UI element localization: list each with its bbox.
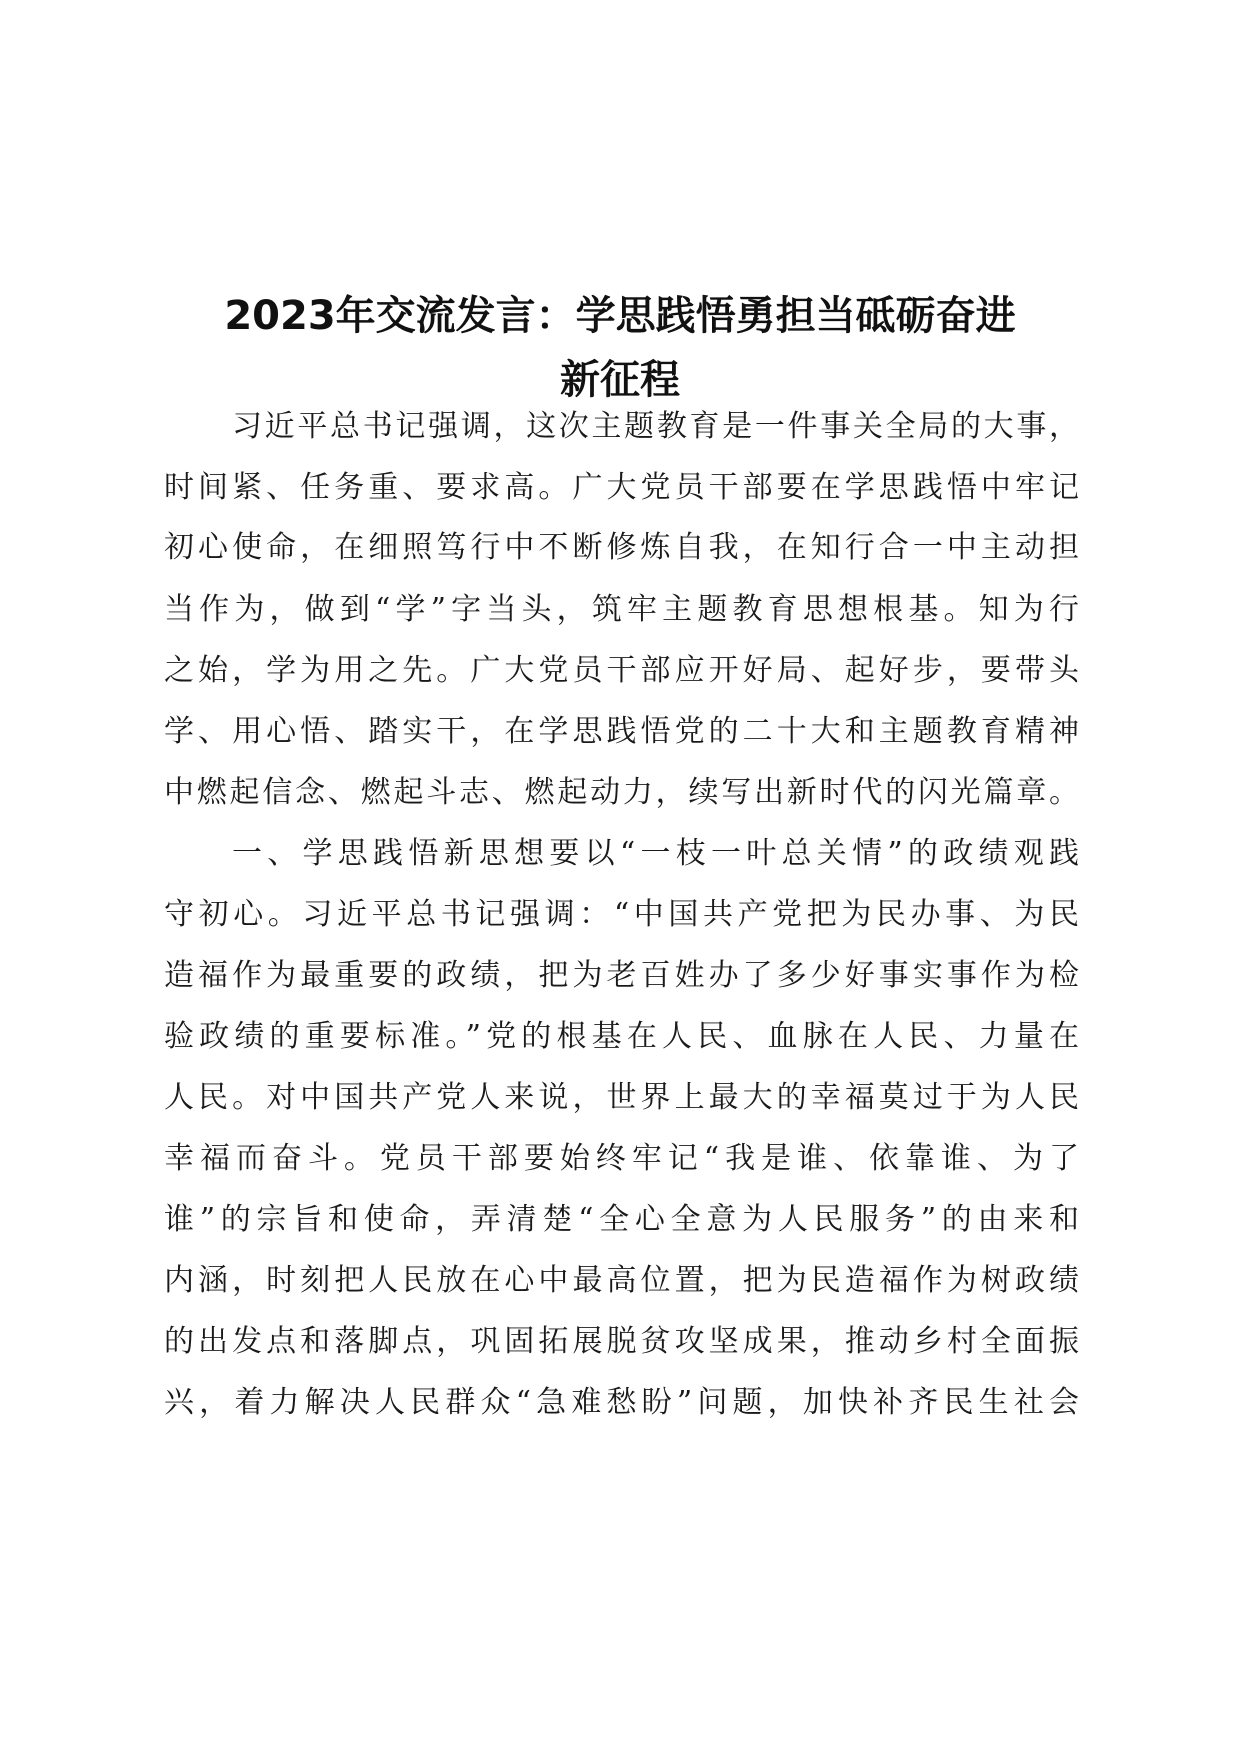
document-title-line-2: 新征程 — [560, 357, 680, 403]
paragraph-line: 当作为，做到“学”字当头，筑牢主题教育思想根基。知为行 — [164, 592, 1079, 627]
paragraph-line: 习近平总书记强调，这次主题教育是一件事关全局的大事， — [232, 409, 1079, 444]
paragraph-line: 人民。对中国共产党人来说，世界上最大的幸福莫过于为人民 — [164, 1080, 1079, 1115]
paragraph-line: 幸福而奋斗。党员干部要始终牢记“我是谁、依靠谁、为了 — [164, 1141, 1079, 1176]
paragraph-line: 初心使命，在细照笃行中不断修炼自我，在知行合一中主动担 — [164, 530, 1079, 565]
paragraph-line: 守初心。习近平总书记强调：“中国共产党把为民办事、为民 — [164, 897, 1079, 932]
paragraph-line: 造福作为最重要的政绩，把为老百姓办了多少好事实事作为检 — [164, 958, 1079, 993]
paragraph-line: 一、学思践悟新思想要以“一枝一叶总关情”的政绩观践 — [232, 836, 1079, 871]
paragraph-line: 内涵，时刻把人民放在心中最高位置，把为民造福作为树政绩 — [164, 1263, 1079, 1298]
document-title-line-1: 2023年交流发言：学思践悟勇担当砥砺奋进 — [224, 293, 1016, 339]
paragraph-line: 兴，着力解决人民群众“急难愁盼”问题，加快补齐民生社会 — [164, 1385, 1079, 1420]
paragraph-line: 中燃起信念、燃起斗志、燃起动力，续写出新时代的闪光篇章。 — [164, 775, 1079, 810]
paragraph-line: 验政绩的重要标准。”党的根基在人民、血脉在人民、力量在 — [164, 1019, 1079, 1054]
paragraph-line: 时间紧、任务重、要求高。广大党员干部要在学思践悟中牢记 — [164, 470, 1079, 505]
paragraph-line: 谁”的宗旨和使命，弄清楚“全心全意为人民服务”的由来和 — [164, 1202, 1079, 1237]
paragraph-line: 之始，学为用之先。广大党员干部应开好局、起好步，要带头 — [164, 653, 1079, 688]
paragraph-line: 的出发点和落脚点，巩固拓展脱贫攻坚成果，推动乡村全面振 — [164, 1324, 1079, 1359]
paragraph-line: 学、用心悟、踏实干，在学思践悟党的二十大和主题教育精神 — [164, 714, 1079, 749]
